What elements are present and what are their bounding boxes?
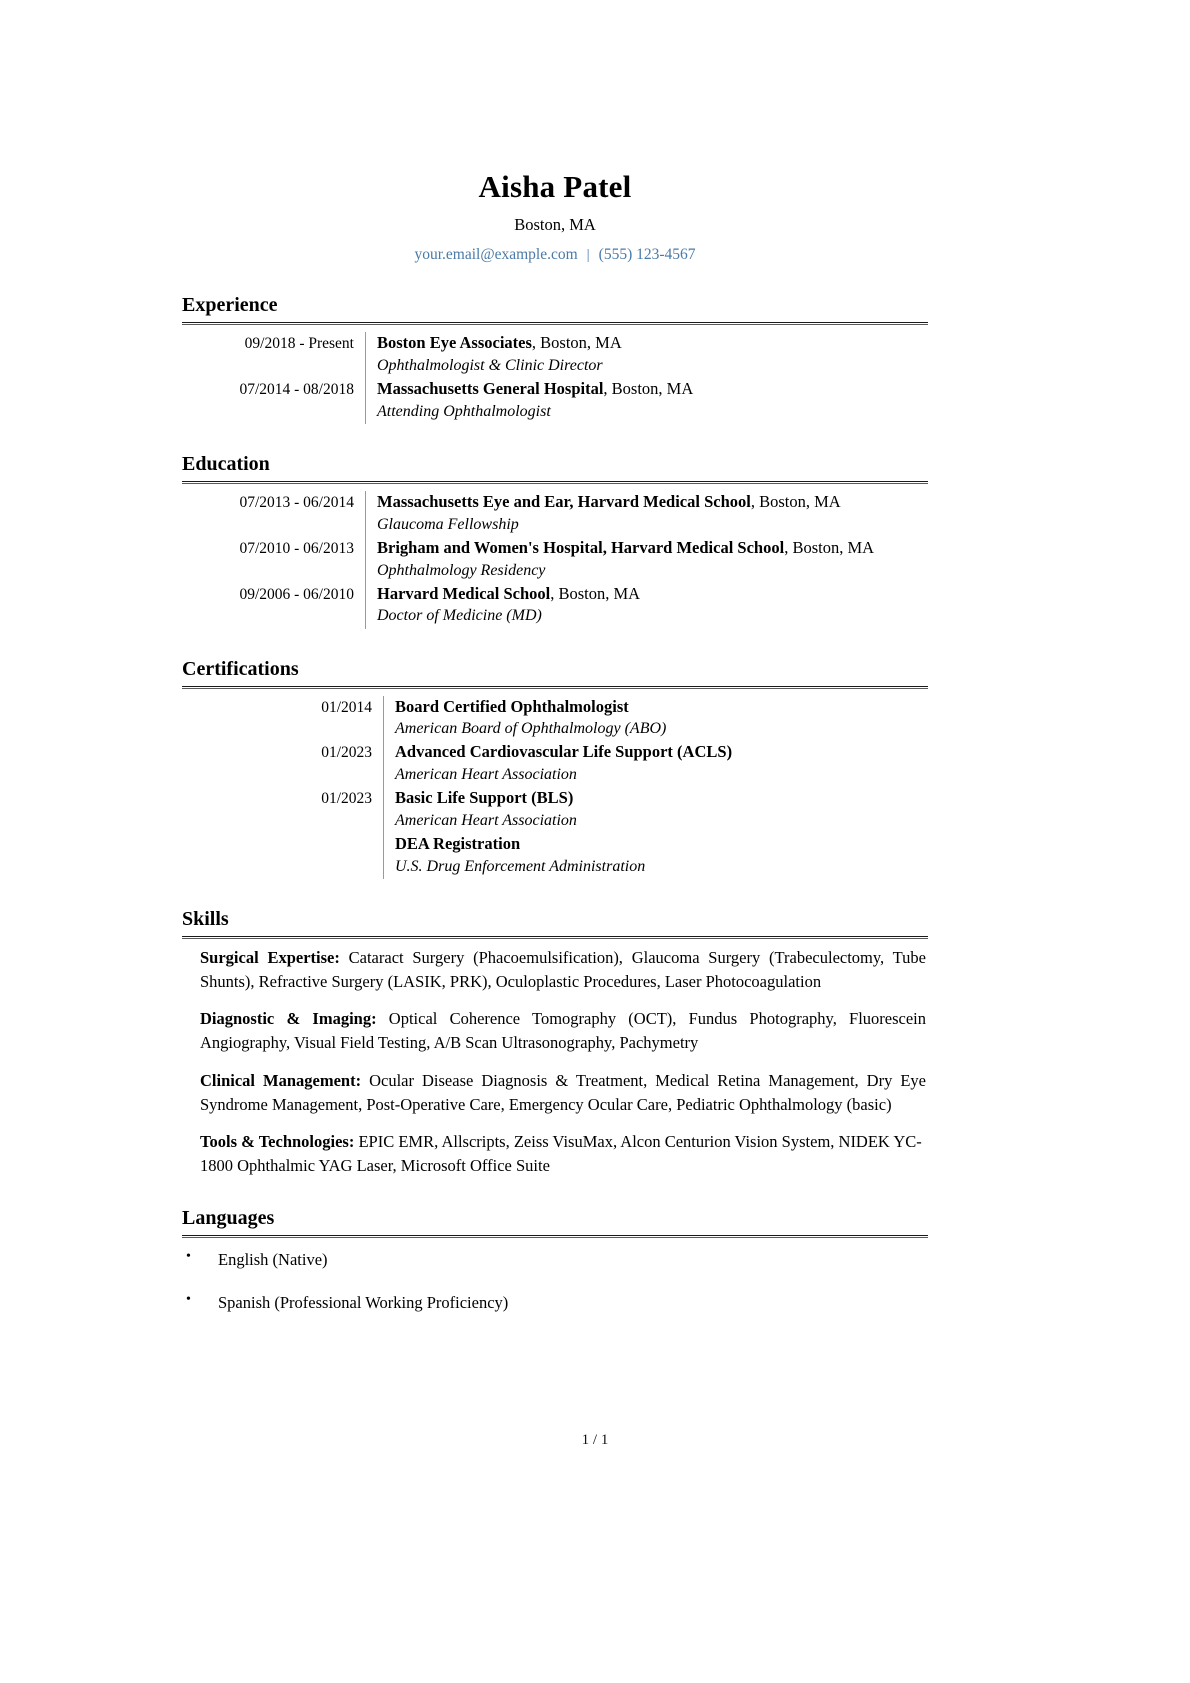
- entry-date: 09/2018 - Present: [244, 335, 354, 353]
- entry-subtitle: American Heart Association: [395, 766, 577, 784]
- entry-organization: DEA Registration: [395, 834, 521, 854]
- entry-body: [384, 833, 929, 879]
- entry-date: 07/2014 - 08/2018: [239, 381, 354, 399]
- entry-heading: [377, 583, 928, 606]
- entry-organization: Advanced Cardiovascular Life Support (ACLS): [395, 742, 733, 762]
- entry-location: , Boston, MA: [750, 492, 841, 511]
- entry-heading: [395, 741, 928, 764]
- entry-date: 07/2013 - 06/2014: [239, 494, 354, 511]
- skill-group: [182, 946, 928, 994]
- candidate-name: Aisha Patel: [478, 169, 632, 204]
- entry-organization: Harvard Medical School: [377, 583, 551, 603]
- entry-subtitle: American Board of Ophthalmology (ABO): [395, 720, 667, 738]
- skill-value: EPIC EMR, Allscripts, Zeiss VisuMax, Alcon Centurion Vision System, NIDEK YC-1800 Ophthalmic YAG Laser, Microsoft Office Suite: [200, 1132, 922, 1176]
- entry-organization: Massachusetts General Hospital: [377, 379, 604, 399]
- entry-body: [366, 378, 929, 424]
- entry-subtitle: U.S. Drug Enforcement Administration: [395, 857, 646, 875]
- entry-heading: [377, 537, 928, 560]
- skill-group: [182, 1130, 928, 1178]
- experience-entries: [182, 332, 928, 424]
- list-item: • Spanish (Professional Working Proficiency): [182, 1291, 928, 1314]
- skill-label: Clinical Management:: [200, 1070, 362, 1090]
- resume-content: [182, 0, 928, 1334]
- entry-body: [366, 332, 929, 378]
- candidate-location: Boston, MA: [514, 215, 596, 235]
- table-row: [182, 833, 928, 879]
- skill-value: Ocular Disease Diagnosis & Treatment, Medical Retina Management, Dry Eye Syndrome Management, Post-Operative Care, Emergency Ocular Care, Pediatric Ophthalmology (basic): [200, 1070, 926, 1114]
- table-row: [182, 332, 928, 378]
- section-title-certifications: Certifications: [182, 657, 299, 680]
- section-languages: [182, 1206, 928, 1314]
- entry-body: [366, 491, 929, 537]
- entry-date: [182, 833, 384, 879]
- entry-organization: Boston Eye Associates: [377, 333, 532, 353]
- section-certifications: [182, 657, 928, 879]
- skill-label: Diagnostic & Imaging:: [200, 1009, 377, 1029]
- section-title-education: Education: [182, 453, 270, 475]
- section-education: [182, 452, 928, 629]
- table-row: [182, 491, 928, 537]
- table-row: [182, 378, 928, 424]
- skill-group: [182, 1007, 928, 1055]
- entry-organization: Brigham and Women's Hospital, Harvard Medical School: [377, 537, 785, 557]
- skill-value: Optical Coherence Tomography (OCT), Fundus Photography, Fluorescein Angiography, Visual Field Testing, A/B Scan Ultrasonography, Pachymetry: [200, 1009, 927, 1053]
- table-row: [182, 537, 928, 583]
- entry-body: [366, 537, 929, 583]
- skills-list: [182, 946, 928, 1178]
- entry-heading: [395, 787, 928, 810]
- contact-line: [182, 245, 928, 266]
- email-link[interactable]: your.email@example.com: [414, 245, 578, 263]
- section-divider: [182, 322, 928, 325]
- entry-subtitle: American Heart Association: [395, 811, 577, 829]
- section-title-skills: Skills: [182, 907, 229, 930]
- section-divider: [182, 936, 928, 939]
- table-row: [182, 787, 928, 833]
- entry-date: 07/2010 - 06/2013: [239, 539, 354, 557]
- entry-body: [366, 583, 929, 629]
- entry-subtitle: Glaucoma Fellowship: [377, 515, 519, 533]
- entry-heading: [377, 491, 928, 514]
- phone-link[interactable]: (555) 123-4567: [598, 245, 696, 263]
- skill-label: Surgical Expertise:: [200, 947, 340, 967]
- section-title-experience: Experience: [182, 294, 278, 317]
- entry-heading: [377, 332, 928, 355]
- entry-body: [384, 696, 929, 742]
- entry-date: 01/2023: [321, 790, 372, 808]
- entry-date: 09/2006 - 06/2010: [239, 585, 354, 603]
- education-entries: [182, 491, 928, 629]
- entry-subtitle: Ophthalmology Residency: [377, 561, 546, 579]
- certification-entries: [182, 696, 928, 879]
- section-experience: [182, 293, 928, 424]
- entry-subtitle: Ophthalmologist & Clinic Director: [377, 357, 603, 375]
- entry-organization: Basic Life Support (BLS): [395, 788, 574, 808]
- entry-subtitle: Attending Ophthalmologist: [377, 402, 551, 420]
- section-title-languages: Languages: [182, 1206, 275, 1229]
- entry-date: 01/2014: [321, 698, 372, 716]
- entry-heading: [395, 833, 928, 856]
- entry-location: , Boston, MA: [784, 537, 875, 557]
- languages-list: [182, 1248, 928, 1314]
- entry-organization: Board Certified Ophthalmologist: [395, 696, 629, 716]
- entry-location: , Boston, MA: [550, 583, 641, 603]
- entry-body: [384, 741, 929, 787]
- section-skills: [182, 907, 928, 1178]
- entry-organization: Massachusetts Eye and Ear, Harvard Medical School: [377, 492, 751, 511]
- entry-date: 01/2023: [321, 744, 372, 762]
- skill-label: Tools & Technologies:: [200, 1132, 355, 1152]
- entry-subtitle: Doctor of Medicine (MD): [377, 607, 542, 625]
- entry-heading: [377, 378, 928, 401]
- contact-separator: |: [586, 246, 590, 263]
- section-divider: [182, 1235, 928, 1238]
- table-row: [182, 741, 928, 787]
- resume-header: [182, 0, 928, 265]
- table-row: [182, 696, 928, 742]
- entry-location: , Boston, MA: [603, 379, 694, 399]
- entry-body: [384, 787, 929, 833]
- skill-value: Cataract Surgery (Phacoemulsification), Glaucoma Surgery (Trabeculectomy, Tube Shunts), Refractive Surgery (LASIK, PRK), Oculoplastic Procedures, Laser Photocoagulation: [200, 947, 926, 991]
- list-item: • English (Native): [182, 1248, 928, 1271]
- skill-group: [182, 1069, 928, 1117]
- section-divider: [182, 481, 928, 484]
- entry-location: , Boston, MA: [531, 333, 622, 353]
- page-indicator: 1 / 1: [581, 1432, 609, 1448]
- section-divider: [182, 686, 928, 689]
- table-row: [182, 583, 928, 629]
- entry-heading: [395, 696, 928, 719]
